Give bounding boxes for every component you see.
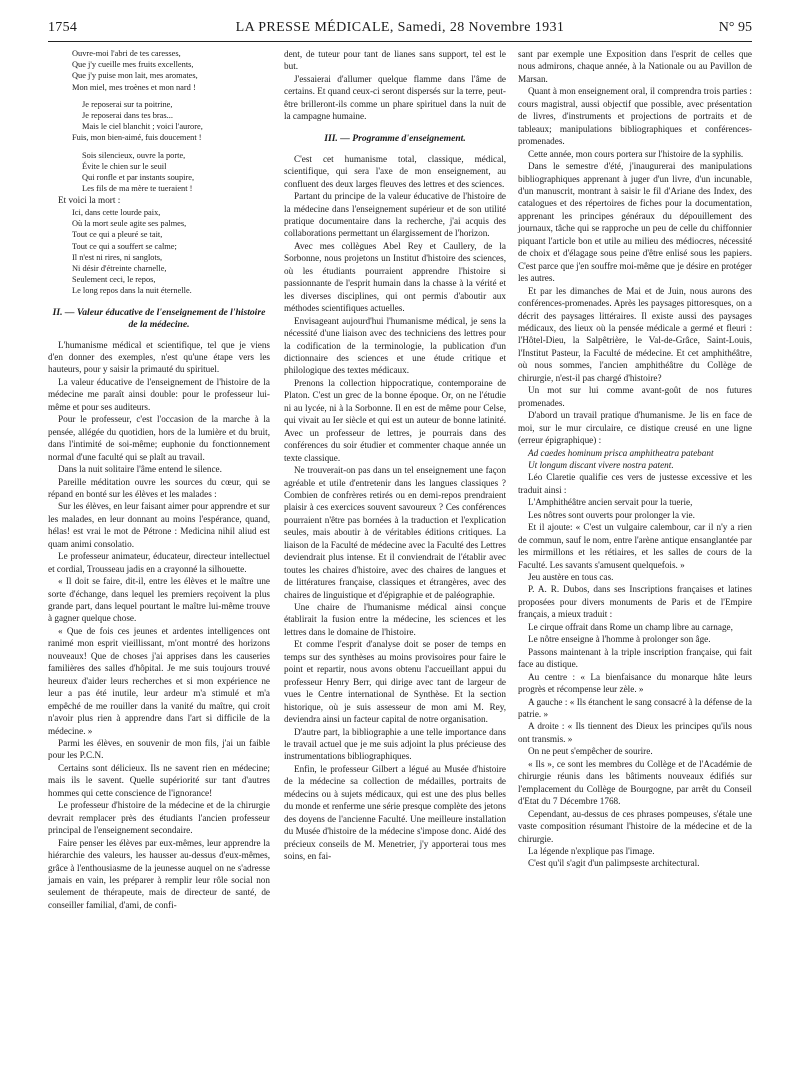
journal-title: LA PRESSE MÉDICALE, Samedi, 28 Novembre 1931 [235,20,565,35]
latin-verse: Ut longum discant vivere nostra patent. [528,459,674,470]
paragraph: Certains sont délicieux. Ils ne savent rien en médecine; mais ils le savent. Quelle supériorité sur tant d'autres hommes qui cette conscience de l'ignorance! [48,762,270,798]
paragraph: Dans la nuit solitaire l'âme entend le silence. [58,464,222,475]
paragraph: Léo Claretie qualifie ces vers de justesse excessive et les traduit ainsi : [518,472,752,495]
poem-line: Je reposerai sur ta poitrine, [82,99,173,109]
poem-line: Où la mort seule agite ses palmes, [72,219,187,229]
paragraph: Les nôtres sont ouverts pour prolonger la vie. [528,509,695,520]
paragraph: C'est cet humanisme total, classique, médical, scientifique, qui sera l'axe de mon enseignement, au confluent des deux larges fleuves des lettres et des sciences. [284,153,506,189]
paragraph: Prenons la collection hippocratique, contemporaine de Platon. C'est un grec de la bonne époque. Or, on ne l'étudie ni au lycée, ni à la Sorbonne. Il en est de même pour Celse, qui vivait au Ier siècle et qui est un auteur de bonne latinité. Avec un professeur de lettres, je pourrais dans des conférences du soir étudier et commenter chaque année un texte classique. [284,377,506,463]
poem-line: Évite le chien sur le seuil [82,161,167,171]
paragraph: Dans le semestre d'été, j'inaugurerai des manipulations bibliographiques apprenant à juger d'un livre, d'un incunable, d'un manuscrit, montrant à saisir le fil d'Ariane des Index, des catalogues et des répertoires de fiches pour la documentation, apprenant les principes généraux du dépouillement des journaux, tâche qui se rapproche un peu de celle du chiffonnier piquant l'article bon et utile au milieu des médiocres, nécessité de choix et d'élagage sous peine d'être enlisé sous les papiers. C'est parce que j'en souffre moi-même que je désire en protéger les autres. [518,161,752,284]
paragraph: D'abord un travail pratique d'humanisme. Je lis en face de moi, sur le mur circulaire, ce distique creusé en une ligne (erreur épigraphique) : [518,410,752,446]
paragraph: Cette année, mon cours portera sur l'histoire de la syphilis. [528,148,744,159]
paragraph: « Il doit se faire, dit-il, entre les élèves et le maître une sorte d'échange, dans lequel les premiers reçoivent la plus grande part, dans lequel pourtant le maître lui-même trouve à gagner quelque chose. [48,576,270,624]
issue-number: N° 95 [718,20,752,35]
header-rule [48,41,752,42]
page-number: 1754 [48,20,78,35]
paragraph: L'humanisme médical et scientifique, tel que je viens d'en donner des exemples, n'est qu'une étape vers les hauteurs, pour y saisir la primauté du spirituel. [48,339,270,375]
paragraph: Parmi les élèves, en souvenir de mon fils, j'ai un faible pour les P.C.N. [48,738,270,761]
paragraph: sant par exemple une Exposition dans l'esprit de celles que nous admirons, chaque année, à la Nationale ou au Pavillon de Marsan. [518,49,752,84]
paragraph: Et voici la mort : [58,195,121,206]
paragraph: « Ils », ce sont les membres du Collège et de l'Académie de chirurgie réunis dans les bâtiments nouveaux édifiés sur l'emplacement du Collège de Bourgogne, par arrêt du Conseil d'Etat du 7 Décembre 1768. [518,758,752,807]
poem-line: Tout ce qui a pleuré se tait, [72,230,163,240]
paragraph: Et comme l'esprit d'analyse doit se poser de temps en temps sur des synthèses au moins provisoires pour faire le point et repartir, nous avons obtenu l'accueillant appui du professeur Henry Berr, qui dirige avec tant de largeur de vues le Centre international de Synthèse. Et la section historique, où je suis assesseur de mon ami M. Rey, deviendra ainsi un facteur capital de notre organisation. [284,639,506,725]
column-1 [48,48,270,911]
poem-line: Il n'est ni rires, ni sanglots, [72,252,163,262]
paragraph: dent, de tuteur pour tant de lianes sans support, tel est le but. [284,49,506,72]
paragraph: Quant à mon enseignement oral, il comprendra trois parties : cours magistral, aussi objectif que possible, avec présentation de livres, d'instruments et projections de portraits et de tableaux; manipulations bibliographiques et conférences-promenades. [518,86,752,147]
section-heading: II. — Valeur éducative de l'enseignement de l'histoire de la médecine. [52,306,266,330]
paragraph: La valeur éducative de l'enseignement de l'histoire de la médecine me paraît ainsi double: pour le professeur lui-même et pour ses auditeurs. [48,376,270,412]
poem-2 [72,207,270,297]
paragraph: Avec mes collègues Abel Rey et Caullery, de la Sorbonne, nous projetons un Institut d'histoire des sciences, où les étudiants pourraient apprendre l'histoire si passionnante de l'esprit humain dans la chasse à la vérité et les diverses disciplines, qui ont permis d'aboutir aux méthodes scientifiques actuelles. [284,240,506,314]
paragraph: Et par les dimanches de Mai et de Juin, nous aurons des conférences-promenades. Après les paysages pittoresques, on a décrit des paysages littéraires. Il existe aussi des paysages médicaux, des lieux où la pensée médicale a germé et fleuri : l'Hôtel-Dieu, la Salpêtrière, le Val-de-Grâce, Saint-Louis, l'Institut Pasteur, la Faculté de médecine. Et cet amphithéâtre, où nous sommes, l'ancien amphithéâtre du Collège de chirurgie, n'est-il pas chargé d'histoire? [518,285,752,383]
paragraph: Pareille méditation ouvre les sources du cœur, qui se répand en bonté sur les élèves et les malades : [48,476,270,499]
poem-line: Que j'y puise mon lait, mes aromates, [72,71,198,81]
section-heading: III. — Programme d'enseignement. [324,132,466,144]
paragraph: Pour le professeur, c'est l'occasion de la marche à la pensée, allégée du quotidien, hors de la lumière et du bruit, dans l'intimité de soi-même; euphonie du fonctionnement normal d'une faculté qui se plaît au travail. [48,414,270,462]
paragraph: Partant du principe de la valeur éducative de l'histoire de la médecine dans l'enseignement supérieur et de son utilité pratique documentaire dans la recherche, j'ai acquis des collaborations permettant un élargissement de l'horizon. [284,191,506,239]
paragraph: Enfin, le professeur Gilbert a légué au Musée d'histoire de la médecine sa collection de médailles, portraits de médecins ou à sujets médicaux, qui est une des plus belles du monde et renferme une série presque complète des jetons des doyens de l'ancienne Faculté. Une meilleure installation du Musée d'histoire de la médecine s'impose donc. Aidé des précieux conseils de M. Menetrier, j'y apporterai tous mes soins, en fai- [284,763,506,862]
paragraph: Un mot sur lui comme avant-goût de nos futures promenades. [518,385,752,408]
paragraph: Le professeur d'histoire de la médecine et de la chirurgie devrait remplacer près des étudiants l'ancien professeur principal de l'enseignement secondaire. [48,800,270,836]
paragraph: D'autre part, la bibliographie a une telle importance dans le travail actuel que je me suis adjoint la plus précieuse des instrumentations bibliographiques. [284,726,506,762]
paragraph: Ne trouverait-on pas dans un tel enseignement une façon agréable et utile d'entretenir dans les langues classiques ? Combien de confrères retirés ou en demi-repos prendraient plaisir à ces exercices souvent savoureux ? Ces conférences pourraient n'être pas bornées à la traduction et l'explication seules, mais aboutir à de véritables éditions critiques. La liaison de la Faculté de médecine avec la Faculté des Lettres deviendrait plus intense. Et il conviendrait de l'établir avec toutes les chaires d'histoire, avec des chaires de langues et de littératures française, classiques et étrangères, avec des chaires de linguistique et d'épigraphie et de paléographie. [284,465,506,600]
paragraph: Le cirque offrait dans Rome un champ libre au carnage, [528,621,733,632]
paragraph: Jeu austère en tous cas. [528,572,614,583]
poem-1 [72,48,270,194]
paragraph: P. A. R. Dubos, dans ses Inscriptions françaises et latines proposées pour divers monuments de Paris et de l'Empire français, a mieux traduit : [518,584,752,620]
poem-line: Sois silencieux, ouvre la porte, [82,150,186,160]
poem-line: Tout ce qui a souffert se calme; [72,241,177,251]
paragraph: L'Amphithéâtre ancien servait pour la tuerie, [528,497,693,508]
column-3 [518,48,752,870]
paragraph: La légende n'explique pas l'image. [528,846,655,856]
paragraph: Le nôtre enseigne à l'homme à prolonger son âge. [528,634,711,645]
column-2 [284,48,506,863]
paragraph: C'est qu'il s'agit d'un palimpseste architectural. [528,858,700,869]
paragraph: Et il ajoute: « C'est un vulgaire calembour, car il n'y a rien de commun, sauf le nom, entre l'arène antique ensanglantée par les mirmillons et les rétiaires, et les salles de cours de la Faculté. Les savants s'amusent quelquefois. » [518,522,752,570]
page-header [48,20,752,40]
latin-verse: Ad caedes hominum prisca amphitheatra patebant [528,447,714,458]
poem-line: Je reposerai dans tes bras... [82,111,173,121]
paragraph: « Que de fois ces jeunes et ardentes intelligences ont ranimé mon esprit vieillissant, m'ont montré des horizons nouveaux! Que de choses j'ai apprises dans les causeries familières des salles d'hôpital. Je me suis toujours trouvé heureux d'aider leurs recherches et si mon expérience ne leur a pas été inutile, leur ardeur m'a stimulé et m'a empêché de me rouiller dans la vanité du maître, qui croit n'avoir plus rien à apprendre dans l'art si difficile de la médecine. » [48,625,270,736]
paragraph: J'essaierai d'allumer quelque flamme dans l'âme de certains. Et quand ceux-ci seront dispersés sur la terre, peut-être brilleront-ils comme un phare spirituel dans la nuit de la campagne humaine. [284,73,506,122]
poem-line: Le long repos dans la nuit éternelle. [72,286,192,296]
paragraph: Une chaire de l'humanisme médical ainsi conçue établirait la fusion entre la médecine, les sciences et les lettres dans le domaine de l'histoire. [284,602,506,637]
poem-line: Les fils de ma mère te tueraient ! [82,184,193,194]
paragraph: A droite : « Ils tiennent des Dieux les principes qu'ils nous ont transmis. » [518,721,752,744]
poem-line: Ouvre-moi l'abri de tes caresses, [72,49,181,58]
paragraph: Le professeur animateur, éducateur, directeur intellectuel et cordial, Trousseau jadis en a crayonné la silhouette. [48,551,270,574]
paragraph: Sur les élèves, en leur faisant aimer pour apprendre et sur les malades, en leur donnant au moins l'espérance, quand, hélas! est vrai le mot de Pétrone : Medicina nihil aliud est quam animi consolatio. [48,501,270,549]
poem-line: Mais le ciel blanchit ; voici l'aurore, [82,122,203,132]
paragraph: Envisageant aujourd'hui l'humanisme médical, je sens la nécessité d'une liaison avec des techniciens des lettres pour la codification de la terminologie, la publication d'un dictionnaire des sciences et une étude critique et philologique des textes médicaux. [284,315,506,376]
paragraph: Cependant, au-dessus de ces phrases pompeuses, s'étale une vaste composition résumant l'histoire de la médecine et de la chirurgie. [518,808,752,844]
poem-line: Mon miel, mes troènes et mon nard ! [72,82,196,92]
poem-line: Que j'y cueille mes fruits excellents, [72,60,194,70]
poem-line: Ni désir d'étreinte charnelle, [72,263,167,273]
paragraph: A gauche : « Ils étanchent le sang consacré à la défense de la patrie. » [518,696,752,720]
paragraph: Faire penser les élèves par eux-mêmes, leur apprendre la hiérarchie des valeurs, les hausser au-dessus d'eux-mêmes, grâce à l'enthousiasme de la jeunesse auquel on ne s'adresse jamais en vain, les préparer à remplir leur rôle social non seulement de thérapeute, mais de directeur de santé, de conseiller familial, d'ami, de confi- [48,837,270,910]
paragraph: On ne peut s'empêcher de sourire. [528,746,653,757]
poem-line: Seulement ceci, le repos, [72,275,156,285]
paragraph: Passons maintenant à la triple inscription française, qui fait face au distique. [518,646,752,670]
poem-line: Qui ronfle et par instants soupire, [82,173,195,183]
poem-line: Ici, dans cette lourde paix, [72,207,161,217]
poem-line: Fuis, mon bien-aimé, fuis doucement ! [72,133,202,143]
paragraph: Au centre : « La bienfaisance du monarque hâte leurs progrès et récompense leur zèle. » [518,671,752,695]
